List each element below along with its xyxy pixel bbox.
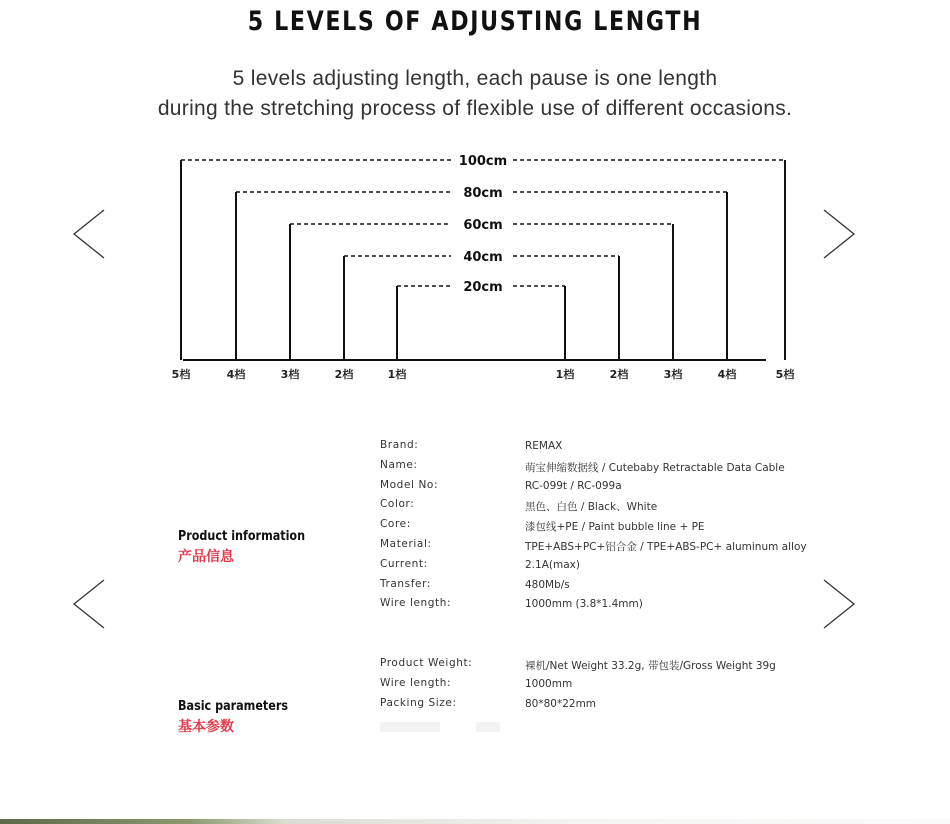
product-info-row — [380, 518, 900, 538]
product-info-value: 萌宝伸缩数据线 / Cutebaby Retractable Data Cable — [525, 461, 785, 474]
product-info-row — [380, 459, 900, 479]
length-label: 100cm — [458, 154, 508, 169]
product-info-key: Material: — [380, 538, 432, 550]
product-info-key: Transfer: — [380, 577, 431, 590]
product-info-value: RC-099t / RC-099a — [525, 479, 622, 492]
product-info-key: Wire length: — [380, 597, 452, 610]
next-slide-button-top[interactable] — [818, 206, 862, 262]
gear-label-right: 3档 — [663, 368, 683, 381]
basic-params-value: 80*80*22mm — [525, 697, 597, 710]
product-info-row — [380, 597, 900, 617]
product-info-label — [178, 529, 326, 566]
product-info-key: Model No: — [380, 478, 439, 491]
product-info-row — [380, 479, 900, 499]
product-info-label-zh: 产品信息 — [178, 549, 234, 565]
subtitle-line-1: 5 levels adjusting length, each pause is one length — [232, 67, 718, 90]
product-info-value: TPE+ABS+PC+铝合金 / TPE+ABS-PC+ aluminum alloy — [525, 541, 807, 553]
basic-params-label — [178, 699, 306, 736]
product-info-row — [380, 439, 900, 459]
product-info-value: 黑色、白色 / Black、White — [525, 501, 658, 514]
product-info-label-en: Product information — [178, 529, 306, 544]
product-info-value: 480Mb/s — [525, 578, 570, 591]
basic-params-key: Wire length: — [380, 676, 452, 689]
length-level — [281, 218, 683, 381]
gear-label-right: 1档 — [555, 368, 575, 381]
basic-params-label-zh: 基本参数 — [178, 719, 234, 735]
gear-label-right: 4档 — [717, 368, 737, 381]
length-label: 20cm — [463, 280, 503, 295]
product-info-value: REMAX — [525, 440, 563, 452]
length-label: 80cm — [463, 186, 503, 201]
chevron-right-icon — [818, 206, 862, 262]
chevron-left-icon — [68, 576, 112, 632]
length-levels-diagram — [0, 0, 950, 400]
gear-label-left: 5档 — [171, 368, 191, 381]
basic-params-key: Packing Size: — [380, 696, 457, 709]
product-info-value: 漆包线+PE / Paint bubble line + PE — [525, 521, 705, 534]
faded-row-decoration — [380, 722, 580, 732]
product-info-row — [380, 558, 900, 578]
product-info-key: Color: — [380, 498, 415, 511]
gear-label-right: 2档 — [609, 368, 629, 381]
length-label: 40cm — [463, 250, 503, 265]
basic-params-row — [380, 657, 900, 677]
bottom-image-strip — [0, 819, 950, 824]
product-info-key: Name: — [380, 458, 418, 471]
gear-label-left: 3档 — [280, 368, 300, 381]
gear-label-left: 2档 — [334, 368, 354, 381]
basic-params-key: Product Weight: — [380, 657, 473, 669]
gear-label-left: 4档 — [226, 368, 246, 381]
length-level — [335, 250, 629, 381]
product-info-value: 1000mm (3.8*1.4mm) — [525, 598, 643, 611]
prev-slide-button-top[interactable] — [68, 206, 112, 262]
subtitle-line-2: during the stretching process of flexible use of different occasions. — [157, 97, 793, 120]
length-level — [388, 280, 575, 381]
basic-params-value: 1000mm — [525, 677, 573, 690]
basic-params-label-en: Basic parameters — [178, 699, 289, 714]
product-info-key: Brand: — [380, 439, 419, 451]
product-info-row — [380, 538, 900, 558]
length-label: 60cm — [463, 218, 503, 233]
gear-label-left: 1档 — [387, 368, 407, 381]
chevron-left-icon — [68, 206, 112, 262]
product-info-key: Current: — [380, 557, 428, 570]
page-title: 5 LEVELS OF ADJUSTING LENGTH — [247, 6, 703, 37]
gear-label-right: 5档 — [775, 368, 795, 381]
product-info-row — [380, 578, 900, 598]
product-info-key: Core: — [380, 518, 411, 531]
basic-params-value: 裸机/Net Weight 33.2g, 带包装/Gross Weight 39g — [525, 660, 776, 672]
basic-params-row — [380, 697, 900, 717]
product-info-row — [380, 498, 900, 518]
basic-params-row — [380, 677, 900, 697]
product-info-value: 2.1A(max) — [525, 558, 580, 571]
prev-slide-button-bottom[interactable] — [68, 576, 112, 632]
